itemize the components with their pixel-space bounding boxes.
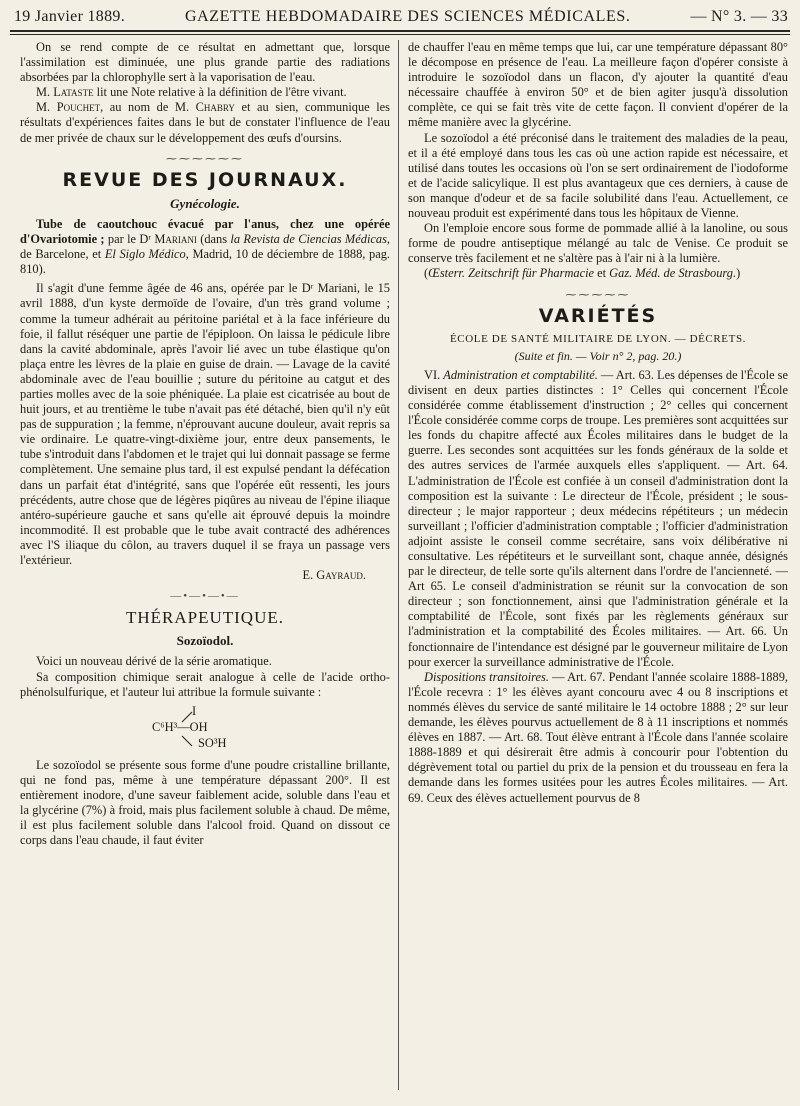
header-rule — [10, 30, 790, 32]
ornament-divider: ⁓⁓⁓⁓⁓ — [565, 288, 631, 301]
source-text: et — [594, 266, 610, 281]
section-title: THÉRAPEUTIQUE. — [125, 608, 284, 628]
paragraph — [408, 368, 788, 670]
article-ref: , de Barcelone, et — [20, 232, 390, 262]
paragraph: Le sozoïodol a été préconisé dans le traitement des maladies de la peau, et il a été employé dans tous les cas où une action rapide est nécessaire, et utilisé dans toutes les occasions où l'on se sert ordinairement de l'iodoforme et de l'acide salicylique. Il est plus avantageux que ces derniers, à cause de son manque d'odeur et de sa facile solubilité dans l'eau. Actuellement, ce nouveau produit est expérimenté dans tous les hôpitaux de Vienne. — [408, 130, 788, 221]
source-text: ( — [424, 266, 429, 281]
source-name: Gaz. Méd. de Strasbourg. — [609, 266, 737, 281]
article-heading — [20, 217, 390, 277]
source-citation — [408, 266, 788, 281]
paragraph-text: et au sien, communique les résultats d'expériences faites dans le but de constater l'influence de l'eau de mer privée de chaux sur le développement des œufs d'oursins. — [20, 100, 390, 145]
running-header — [14, 8, 788, 30]
formula-sulfo: SO³H — [198, 735, 227, 750]
right-column — [408, 40, 788, 1100]
paragraph — [20, 85, 390, 100]
paragraph-text: , au nom de — [100, 100, 175, 115]
author-name: Mariani — [154, 232, 197, 247]
paragraph-text: VI. — [424, 367, 444, 382]
paragraph-text: — Art. 67. Pendant l'année scolaire 1888-1889, l'École recevra : 1° les élèves ayant concouru avec 4 ou 8 inscriptions et nommés élèves du service de santé militaire le 14 octobre 1888 ; 2° sur leur demande, les élèves pourvus actuellement de 8 à 11 inscriptions et nommés élèves en 1887. — Art. 68. Tout élève entrant à l'École dans l'année scolaire 1888-1889 et qui désirerait être admis à concourir pour l'obtention du dégrèvement total ou partiel du prix de la pension et du trousseau en fera la demande dans les formes usitées pour les autres Écoles militaires. — Art. 69. Ceux des élèves actuellement pourvus de 8 — [408, 669, 788, 805]
formula-iodine: I — [192, 703, 197, 718]
ornament-divider: ⁓⁓⁓⁓⁓⁓ — [166, 152, 244, 165]
section-title: VARIÉTÉS — [538, 304, 658, 327]
ornament-divider: —•—•—•— — [170, 590, 240, 603]
paragraph: Il s'agit d'une femme âgée de 46 ans, opérée par le Dʳ Mariani, le 15 avril 1888, d'un kyste dermoïde de l'ovaire, d'un très grand volume ; comme la tumeur adhérait au péritoine pariétal et à la face inférieure du foie, il fallut réséquer une partie de l'épiploon. On laissa le pédicule libre dans la cavité abdominale, après l'avoir lié avec un tube élastique qu'on plaça entre les lèvres de la plaie en guise de drain. — Lavage de la cavité abdominale avec de l'eau bouillie ; suture du péritoine au catgut et des parties molles avec de la soie phéniquée. La plaie est cicatrisée au bout de huit jours, et au trentième le tube n'avait pas été détaché, bien qu'il n'y eût pas de suppuration ; la femme, n'éprouvant aucune douleur, avait repris sa vie ordinaire. Le quatre-vingt-dixième jour, entre deux pansements, le tube s'introduit dans l'abdomen et le trajet qui lui donnait passage se ferme complètement. Une semaine plus tard, il est expulsé pendant la défécation dans un parfait état d'intégrité, sans que l'opérée eût ressenti, les jours précédents, autre chose que de légères piqûres au niveau de l'épine iliaque antéro-supérieure gauche et sans qu'elle ait éprouvé depuis la moindre incommodité. Il est probable que le tube avait contracté des adhérences avec l'S iliaque du côlon, au travers duquel il se fraya un passage vers l'extérieur. — [20, 281, 390, 567]
source-name: Œsterr. Zeitschrift für Pharmacie — [428, 266, 595, 281]
paragraph-heading: Administration et comptabilité. — [443, 367, 598, 382]
section-title: REVUE DES JOURNAUX. — [62, 168, 348, 191]
subsection-note: (Suite et fin. — Voir n° 2, pag. 20.) — [514, 348, 682, 363]
paragraph: On se rend compte de ce résultat en admettant que, lorsque l'assimilation est diminuée, une plus grande partie des radiations absorbées par la chlorophylle sert à la vaporisation de l'eau. — [20, 40, 390, 85]
source-text: ) — [736, 266, 741, 281]
journal-title: GAZETTE HEBDOMADAIRE DES SCIENCES MÉDICALES. — [184, 8, 631, 25]
formula-core: C⁶H³—OH — [152, 719, 208, 734]
paragraph — [408, 670, 788, 806]
paragraph: Sa composition chimique serait analogue à celle de l'acide ortho-phénolsulfurique, et l'auteur lui attribue la formule suivante : — [20, 669, 390, 699]
paragraph: Le sozoïodol se présente sous forme d'une poudre cristalline brillante, qui ne fond pas, même à une température dépassant 200°. Il est entièrement inodore, d'une saveur faiblement acide, soluble dans l'eau et la glycérine (7%) à froid, mais plus facilement soluble à chaud. De même, il est plus facilement soluble dans l'alcool froid. Quand on dissout ce corps dans l'eau chaude, il faut éviter — [20, 757, 390, 848]
journal-name: El Siglo Médico — [104, 247, 186, 262]
paragraph-heading: Dispositions transitoires. — [424, 669, 549, 684]
signature: E. Gayraud. — [302, 568, 366, 583]
left-column — [20, 40, 390, 1100]
header-rule-thin — [10, 34, 790, 35]
column-divider — [398, 40, 399, 1090]
chemical-formula — [20, 704, 390, 752]
paragraph-text: — Art. 63. Les dépenses de l'École se divisent en deux parties distinctes : 1° Celles qui concernent l'École considérée comme établissement d'instruction ; 2° celles qui concernent l'École considérée comme corps de troupe. Les premières sont acquittées sur les fonds du chapitre affecté aux Écoles militaires dans le budget de la guerre. Les secondes sont acquittées sur les fonds généraux de la solde et des autres services de l'armée auxquels elles s'appliquent. — Art. 64. L'administration de l'École est confiée à un conseil d'administration dont la composition est la suivante : Le directeur de l'École, président ; le sous-directeur ; le major rapporteur ; deux médecins répétiteurs ; un médecin surveillant ; l'officier d'administration comptable ; l'officier d'administration adjoint assiste le conseil comme secrétaire, sans voix délibérative ni consultative. Les répétiteurs et le surveillant sont, chaque année, désignés par le directeur, de telle sorte qu'ils alternent dans l'ordre de l'ancienneté. — Art 65. Le conseil d'administration se réunit sur la convocation de son directeur ; son fonctionnement, ainsi que l'administration générale et la comptabilité de l'École, sont fixés par les règlements généraux sur l'administration et la comptabilité des Écoles militaires. — Art. 66. Un fonctionnaire de l'intendance est désigné par le gouverneur militaire de Lyon pour exercer la surveillance administrative de l'École. — [408, 367, 788, 669]
article-ref: (dans — [196, 232, 231, 247]
author-name: M. Lataste — [36, 85, 94, 100]
subsection-title: ÉCOLE DE SANTÉ MILITAIRE DE LYON. — DÉCRETS. — [449, 332, 747, 345]
header-date: 19 Janvier 1889. — [14, 8, 126, 25]
paragraph-text: lit une Note relative à la définition de l'être vivant. — [93, 85, 347, 100]
journal-name: la Revista de Ciencias Médicas — [230, 232, 387, 247]
subsection-title: Gynécologie. — [170, 195, 240, 211]
paragraph: Voici un nouveau dérivé de la série aromatique. — [36, 654, 272, 669]
author-name: M. Pouchet — [36, 100, 101, 115]
paragraph: de chauffer l'eau en même temps que lui, car une température dépassant 80° le décompose en présence de l'eau. La meilleure façon d'opérer consiste à introduire le sozoïodol dans un flacon, d'y ajouter la quantité d'eau nécessaire chauffée à environ 50° et de bien agiter jusqu'à dissolution complète, ce qui se fait très vite de cette façon. Il convient d'opérer de la même manière avec la glycérine. — [408, 40, 788, 130]
page-number: — N° 3. — 33 — [690, 8, 788, 25]
article-ref: par le Dʳ — [104, 232, 155, 247]
article-title: Tube de caoutchouc évacué par l'anus, chez une opérée d'Ovariotomie ; — [20, 216, 390, 247]
subsection-title: Sozoïodol. — [176, 633, 234, 649]
paragraph: On l'emploie encore sous forme de pommade allié à la lanoline, ou sous forme de poudre antiseptique mélangé au talc de Venise. Ce produit se conserve très facilement et ne s'altère pas à l'air ni à la lumière. — [408, 221, 788, 266]
paragraph — [20, 100, 390, 145]
author-name: M. Chabry — [174, 100, 235, 115]
article-ref: , Madrid, 10 de déciembre de 1888, pag. 810). — [20, 247, 390, 277]
